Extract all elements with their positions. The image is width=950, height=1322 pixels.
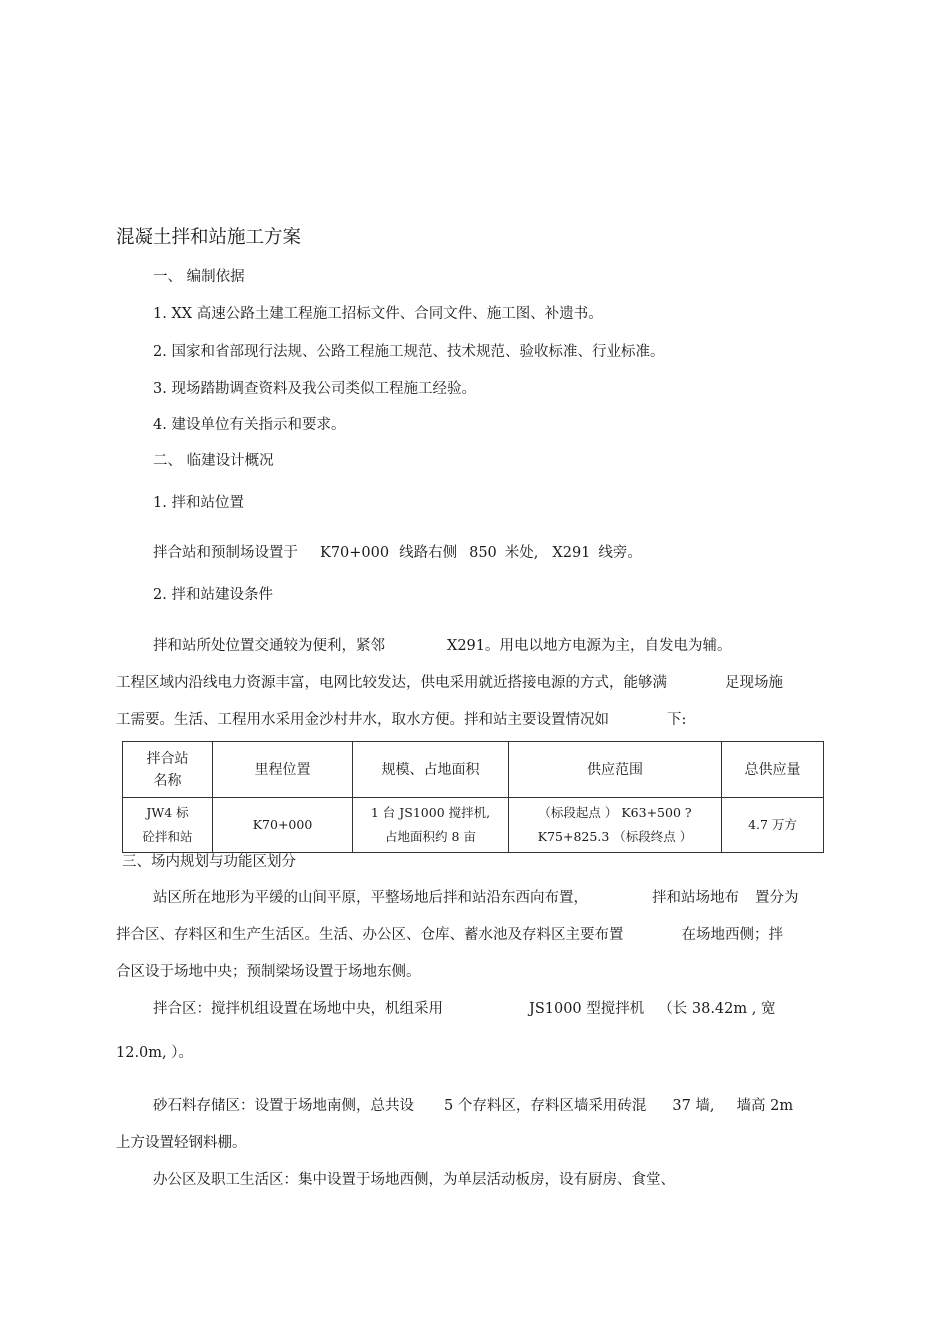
header-supply-range: 供应范围 (509, 742, 722, 798)
text-span: 拌和站所处位置交通较为便利，紧邻 (153, 638, 385, 654)
text-span: 线路右侧 (399, 545, 458, 561)
text-span: 拌合区、存料区和生产生活区。生活、办公区、仓库、蓄水池及存料区主要布置 (116, 927, 624, 943)
mixing-area-line-1 (153, 999, 775, 1019)
cell-text: K75+825.3 （标段终点 ） (537, 829, 693, 844)
basis-item-4: 4. 建设单位有关指示和要求。 (153, 417, 346, 433)
text-span: 5 个存料区，存料区墙采用砖混 (444, 1098, 647, 1114)
cell-text: 占地面积约 8 亩 (385, 829, 476, 844)
basis-item-1: 1. XX 高速公路土建工程施工招标文件、合同文件、施工图、补遗书。 (153, 306, 603, 322)
cell-text: 砼拌和站 (142, 829, 193, 844)
text-span: 850 (469, 545, 497, 561)
header-text: 拌合站 (146, 750, 189, 767)
cell-text: 1 台 JS1000 搅拌机, (370, 805, 491, 820)
section-heading-2: 二、 临建设计概况 (153, 453, 274, 469)
text-span: 在场地西侧；拌 (681, 927, 783, 943)
text-span: 37 墙, (672, 1098, 715, 1114)
layout-line-1 (153, 888, 799, 908)
cell-total-supply: 4.7 万方 (722, 798, 824, 853)
layout-line-2 (116, 925, 783, 945)
text-span: 拌和站场地布 (652, 890, 739, 906)
header-station-name (123, 742, 213, 798)
text-span: 下: (667, 712, 687, 728)
text-span: 砂石料存储区：设置于场地南侧，总共设 (153, 1098, 414, 1114)
mixing-area-line-2: 12.0m, ）。 (116, 1045, 194, 1061)
text-span: X291 (552, 545, 591, 561)
subheading-build-conditions: 2. 拌和站建设条件 (153, 587, 273, 603)
header-text: 名称 (153, 772, 182, 789)
text-span: 线旁。 (598, 545, 642, 561)
storage-area-line-2: 上方设置轻钢料棚。 (116, 1135, 247, 1151)
mixing-station-table (122, 741, 824, 853)
basis-item-3: 3. 现场踏勘调查资料及我公司类似工程施工经验。 (153, 381, 476, 397)
cell-mileage: K70+000 (213, 798, 353, 853)
subheading-station-location: 1. 拌和站位置 (153, 495, 244, 511)
text-span: （长 38.42m , 宽 (658, 1001, 776, 1017)
table-header-row (123, 742, 824, 798)
text-span: K70+000 (320, 545, 390, 561)
text-span: 墙高 2m (736, 1098, 794, 1114)
layout-line-3: 合区设于场地中央；预制梁场设置于场地东侧。 (116, 964, 421, 980)
header-mileage: 里程位置 (213, 742, 353, 798)
text-span: 站区所在地形为平缓的山间平原，平整场地后拌和站沿东西向布置， (153, 890, 588, 906)
text-span: 工需要。生活、工程用水采用金沙村井水，取水方便。拌和站主要设置情况如 (116, 712, 609, 728)
text-span: 拌合站和预制场设置于 (153, 545, 298, 561)
text-span: 米处, (504, 545, 539, 561)
header-total-supply: 总供应量 (722, 742, 824, 798)
text-span: 拌合区：搅拌机组设置在场地中央，机组采用 (153, 1001, 443, 1017)
section-heading-1: 一、 编制依据 (153, 269, 245, 285)
text-span: X291。用电以地方电源为主，自发电为辅。 (447, 638, 732, 654)
header-scale-area: 规模、占地面积 (353, 742, 509, 798)
text-span: JS1000 型搅拌机 (529, 1001, 645, 1017)
cell-text: （标段起点 ） K63+500 ? (538, 805, 692, 820)
basis-item-2: 2. 国家和省部现行法规、公路工程施工规范、技术规范、验收标准、行业标准。 (153, 344, 665, 360)
cell-scale-area (353, 798, 509, 853)
document-title: 混凝土拌和站施工方案 (116, 227, 302, 248)
cell-text: JW4 标 (146, 805, 189, 820)
text-span: 足现场施 (725, 675, 783, 691)
location-paragraph (153, 543, 642, 563)
cell-station-name (123, 798, 213, 853)
storage-area-line-1 (153, 1096, 793, 1116)
text-span: 工程区域内沿线电力资源丰富，电网比较发达，供电采用就近搭接电源的方式，能够满 (116, 675, 667, 691)
conditions-line-3 (116, 710, 686, 730)
table-row (123, 798, 824, 853)
section-heading-3: 三、场内规划与功能区划分 (122, 854, 296, 870)
text-span: 置分为 (755, 890, 799, 906)
conditions-line-1 (153, 636, 732, 656)
office-area-line-1: 办公区及职工生活区：集中设置于场地西侧，为单层活动板房，设有厨房、食堂、 (153, 1172, 675, 1188)
conditions-line-2 (116, 673, 783, 693)
cell-supply-range (509, 798, 722, 853)
